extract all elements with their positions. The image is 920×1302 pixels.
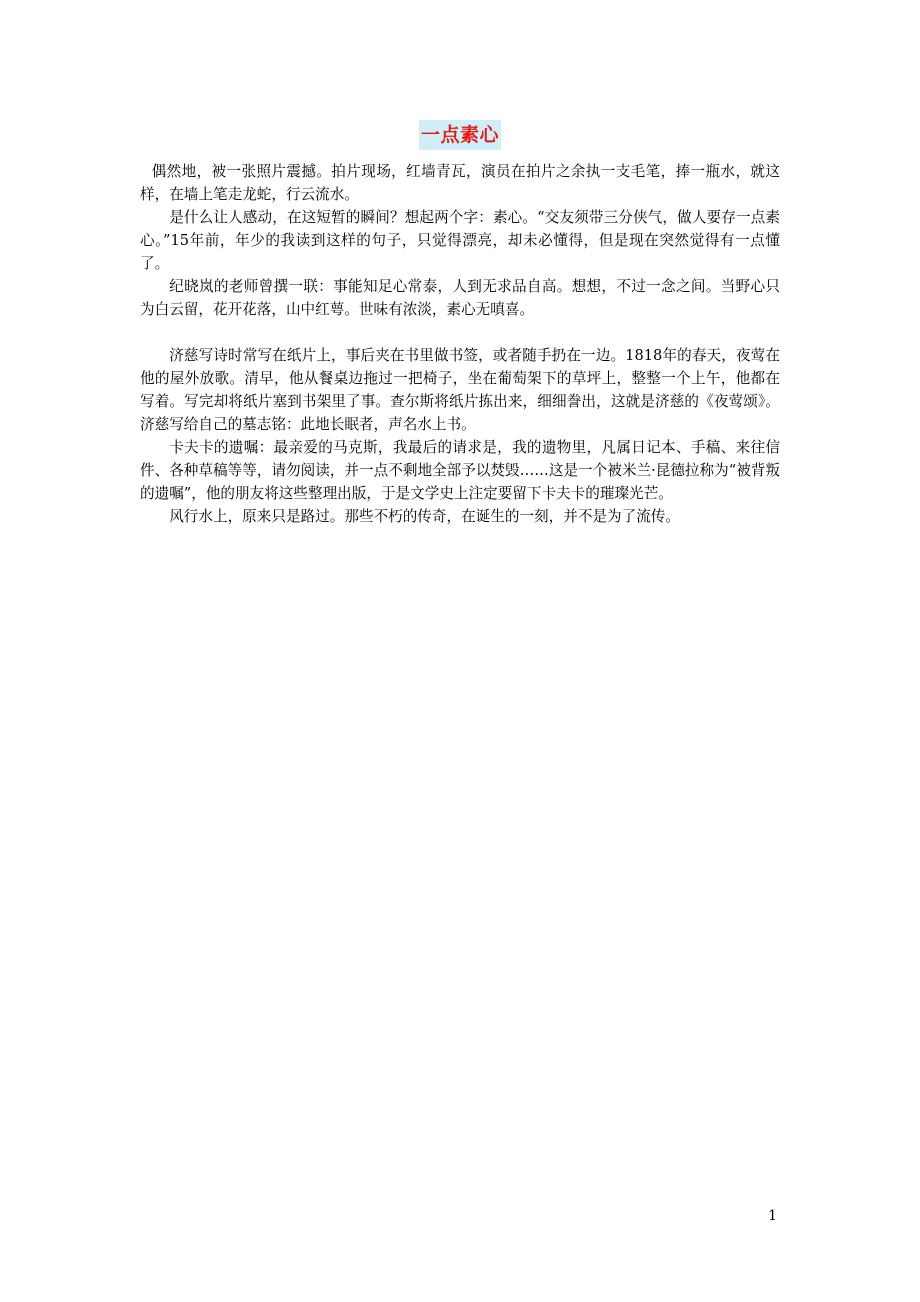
paragraph-2: 是什么让人感动，在这短暂的瞬间？想起两个字：素心。“交友须带三分侠气，做人要存一点素心。”15年前，年少的我读到这样的句子，只觉得漂亮，却未必懂得，但是现在突然觉得有一点懂了。 xyxy=(140,209,780,272)
page-title: 一点素心 xyxy=(419,120,501,150)
title-container xyxy=(0,120,920,150)
page-number: 1 xyxy=(768,1208,777,1224)
paragraph-5: 卡夫卡的遗嘱：最亲爱的马克斯，我最后的请求是，我的遗物里，凡属日记本、手稿、来往信件、各种草稿等等，请勿阅读，并一点不剩地全部予以焚毁……这是一个被米兰·昆德拉称为“被背叛的遗嘱”，他的朋友将这些整理出版，于是文学史上注定要留下卡夫卡的璀璨光芒。 xyxy=(140,439,780,502)
paragraph-gap xyxy=(140,321,780,344)
paragraph-6: 风行水上，原来只是路过。那些不朽的传奇，在诞生的一刻，并不是为了流传。 xyxy=(169,508,680,525)
article-body xyxy=(140,160,780,528)
paragraph-3: 纪晓岚的老师曾撰一联：事能知足心常泰，人到无求品自高。想想，不过一念之间。当野心只为白云留，花开花落，山中红萼。世味有浓淡，素心无嗔喜。 xyxy=(140,278,780,318)
paragraph-1: 偶然地，被一张照片震撼。拍片现场，红墙青瓦，演员在拍片之余执一支毛笔，捧一瓶水，就这样，在墙上笔走龙蛇，行云流水。 xyxy=(140,163,780,203)
paragraph-4: 济慈写诗时常写在纸片上，事后夹在书里做书签，或者随手扔在一边。1818年的春天，夜莺在他的屋外放歌。清早，他从餐桌边拖过一把椅子，坐在葡萄架下的草坪上，整整一个上午，他都在写着。写完却将纸片塞到书架里了事。查尔斯将纸片拣出来，细细誊出，这就是济慈的《夜莺颂》。济慈写给自己的墓志铭：此地长眠者，声名水上书。 xyxy=(140,347,780,433)
